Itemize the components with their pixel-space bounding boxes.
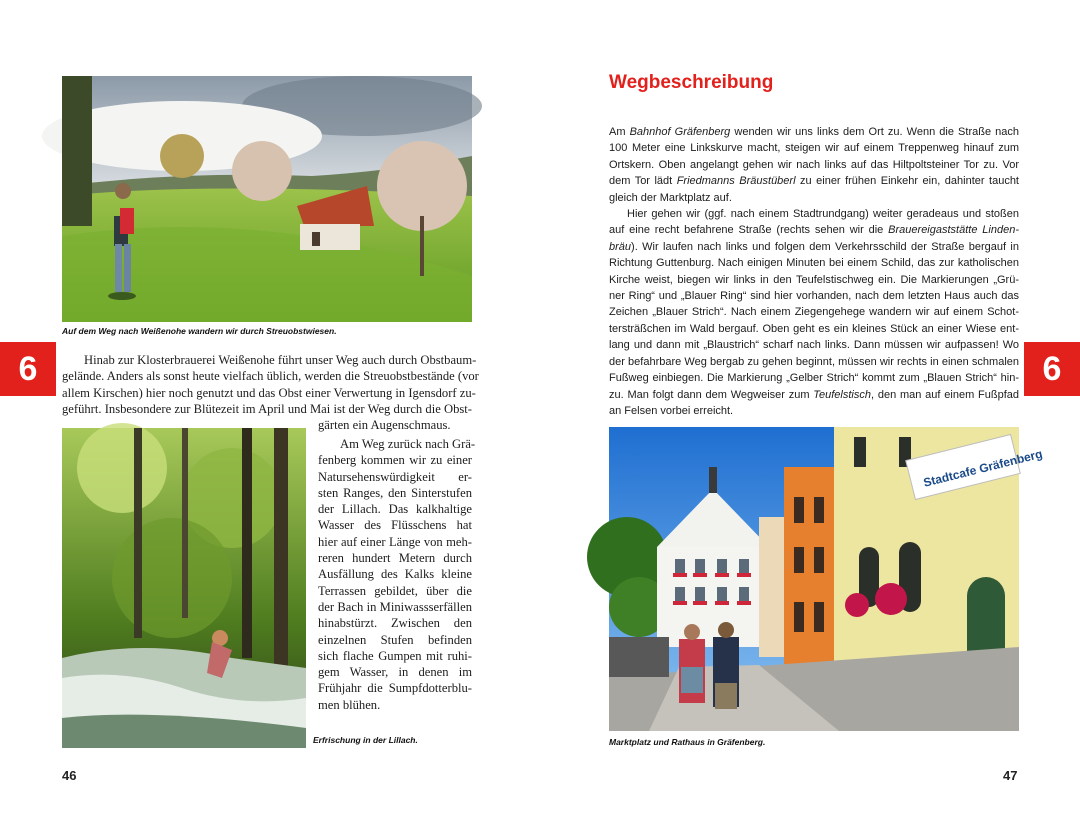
text-line: der Bach in Miniwassserfällen (318, 599, 472, 614)
text-fragment: Kirche weist, biegen wir links in den Teufelstischweg ein. Die Markierungen „Grü- (609, 273, 1019, 286)
text-line: reren hundert Metern durch (318, 551, 472, 566)
text-line (609, 354, 1019, 370)
text-line (609, 190, 1019, 206)
chapter-tab-left: 6 (0, 342, 56, 396)
text-fragment: gleich der Marktplatz auf. (609, 191, 732, 204)
text-line (609, 337, 1019, 353)
text-line: Am Weg zurück nach Grä- (340, 437, 476, 451)
place-name: Bahnhof Gräfenberg (629, 126, 731, 138)
text-fragment: dem Tor lädt (609, 175, 677, 188)
text-fragment: Richtung Guttenburg. Nach einigen Minuten bei einem Schild, das zur katholischen (609, 257, 1019, 270)
text-fragment: tersträßchen im Wald bergauf. Oben geht es ein kleines Stück an einer Wiese ent- (609, 322, 1019, 335)
text-line: fenberg kommen wir zu einer (318, 453, 472, 468)
text-line (609, 288, 1019, 304)
marktplatz-rathaus-photo (609, 427, 1044, 731)
text-line (609, 206, 1019, 222)
text-line: Hinab zur Klosterbrauerei Weißenohe führt unser Weg auch durch Obstbaum- (84, 353, 477, 367)
text-fragment: Hier gehen wir (ggf. nach einem Stadtrundgang) weiter geradeaus und stoßen (627, 208, 1019, 221)
text-fragment: ). Wir laufen nach links und folgen dem Verkehrsschild der Straße bergauf in (631, 240, 1019, 253)
text-fragment: Am (609, 126, 630, 138)
text-fragment: zu. Man folgt dann dem Wegweiser zum (609, 388, 814, 401)
text-fragment: zu einer frühen Einkehr ein, dahinter taucht (795, 175, 1019, 188)
text-line: allem Kirschen) hier noch genutzt und das Obst einer Verwertung in Igensdorf zu- (62, 385, 476, 400)
place-name: Teufelstisch (813, 388, 871, 401)
text-fragment: , den man auf einem Fußpfad (870, 388, 1019, 401)
text-line: Ausfällung des Kalks kleine (318, 567, 472, 582)
body-paragraph-1 (62, 352, 479, 417)
text-fragment: Ortskern. Oben angelangt gehen wir nach links auf das Hiltpoltsteiner Tor zu. Vor (609, 158, 1019, 171)
text-line: sich flache Gumpen mit ruhi- (318, 648, 472, 663)
page-number-left: 46 (62, 768, 77, 783)
text-line (609, 239, 1019, 255)
text-line (609, 255, 1019, 271)
text-line: Frühjahr die Sumpfdotterblu- (318, 681, 472, 696)
route-description (609, 124, 1019, 419)
text-line: Natursehenswürdigkeit er- (318, 469, 472, 484)
chapter-tab-right: 6 (1024, 342, 1080, 396)
text-fragment: wenden wir uns links dem Ort zu. Wenn die Straße nach (730, 126, 1019, 138)
meadow-hiker-photo (62, 76, 472, 322)
text-fragment: lang und dann mit „Blaustrich“ scharf nach links. Dann müssen wir aufpassen! Wo (609, 339, 1019, 352)
text-line (609, 321, 1019, 337)
text-fragment: Fußweg einbiegen. Die Markierung „Gelber Strich“ kommt zum „Blauen Strich“ hin- (609, 372, 1019, 385)
text-line: gelände. Anders als sonst heute vielfach üblich, werden die Streuobstbestände (vor (62, 369, 479, 384)
text-line (609, 222, 1019, 238)
text-line: gärten ein Augenschmaus. (318, 418, 451, 432)
text-line (609, 403, 1019, 419)
text-line: sten Ranges, den Sinterstufen (318, 485, 472, 500)
text-line: hier auf einer Länge von meh- (318, 534, 472, 549)
text-fragment: an Felsen vorbei erreicht. (609, 404, 734, 417)
text-line (609, 304, 1019, 320)
text-line: geführt. Insbesondere zur Blütezeit im April und Mai ist der Weg durch die Obst- (62, 401, 472, 416)
text-line: hinabstürzt. Zwischen den (318, 616, 472, 631)
text-line: Terrassen gebildet, über die (318, 583, 472, 598)
page-number-right: 47 (1003, 768, 1018, 783)
place-name: bräu (609, 240, 632, 253)
photo-caption-lillach: Erfrischung in der Lillach. (313, 735, 418, 745)
text-fragment: 100 Meter eine Linkskurve macht, steigen wir auf einem Treppenweg hinauf zum (609, 142, 1019, 155)
body-paragraph-1-end (318, 417, 472, 433)
text-line (609, 272, 1019, 288)
text-line: men blühen. (318, 697, 381, 712)
text-line (609, 140, 1019, 156)
cafe-sign: Stadtcafe Gräfenberg (922, 446, 1044, 490)
text-line (609, 157, 1019, 173)
lillach-stream-photo (62, 428, 306, 748)
text-line: gem Wasser, in denen im (318, 665, 472, 680)
text-line (609, 387, 1019, 403)
photo-caption-marktplatz: Marktplatz und Rathaus in Gräfenberg. (609, 737, 766, 747)
place-name: Brauereigaststätte Linden- (888, 224, 1020, 237)
text-fragment: der befahrbare Weg bergab zu gehen beginnt, müssen wir rechts in einen schmalen (609, 355, 1019, 368)
text-line: der Lillach. Das kalkhaltige (318, 502, 472, 517)
place-name: Friedmanns Bräustüberl (676, 175, 796, 188)
text-fragment: auf eine recht befahrene Straße (rechts sehen wir die (609, 224, 889, 237)
text-line: Wasser des Flüsschens hat (318, 518, 472, 533)
text-line (609, 124, 1019, 140)
photo-caption-meadow: Auf dem Weg nach Weißenohe wandern wir durch Streuobstwiesen. (62, 326, 337, 336)
text-line (609, 173, 1019, 189)
text-fragment: ner Ring“ und „Blauer Ring“ sind hier vorhanden, nach dem letzten Haus auch das (609, 290, 1019, 303)
text-line: einzelnen Stufen befinden (318, 632, 472, 647)
text-line (609, 370, 1019, 386)
section-heading: Wegbeschreibung (609, 72, 774, 93)
text-fragment: Zeichen „Blauer Strich“. Nach einem Ziegengehege wandern wir auf einem Schot- (609, 306, 1019, 319)
body-paragraph-2 (318, 436, 476, 713)
